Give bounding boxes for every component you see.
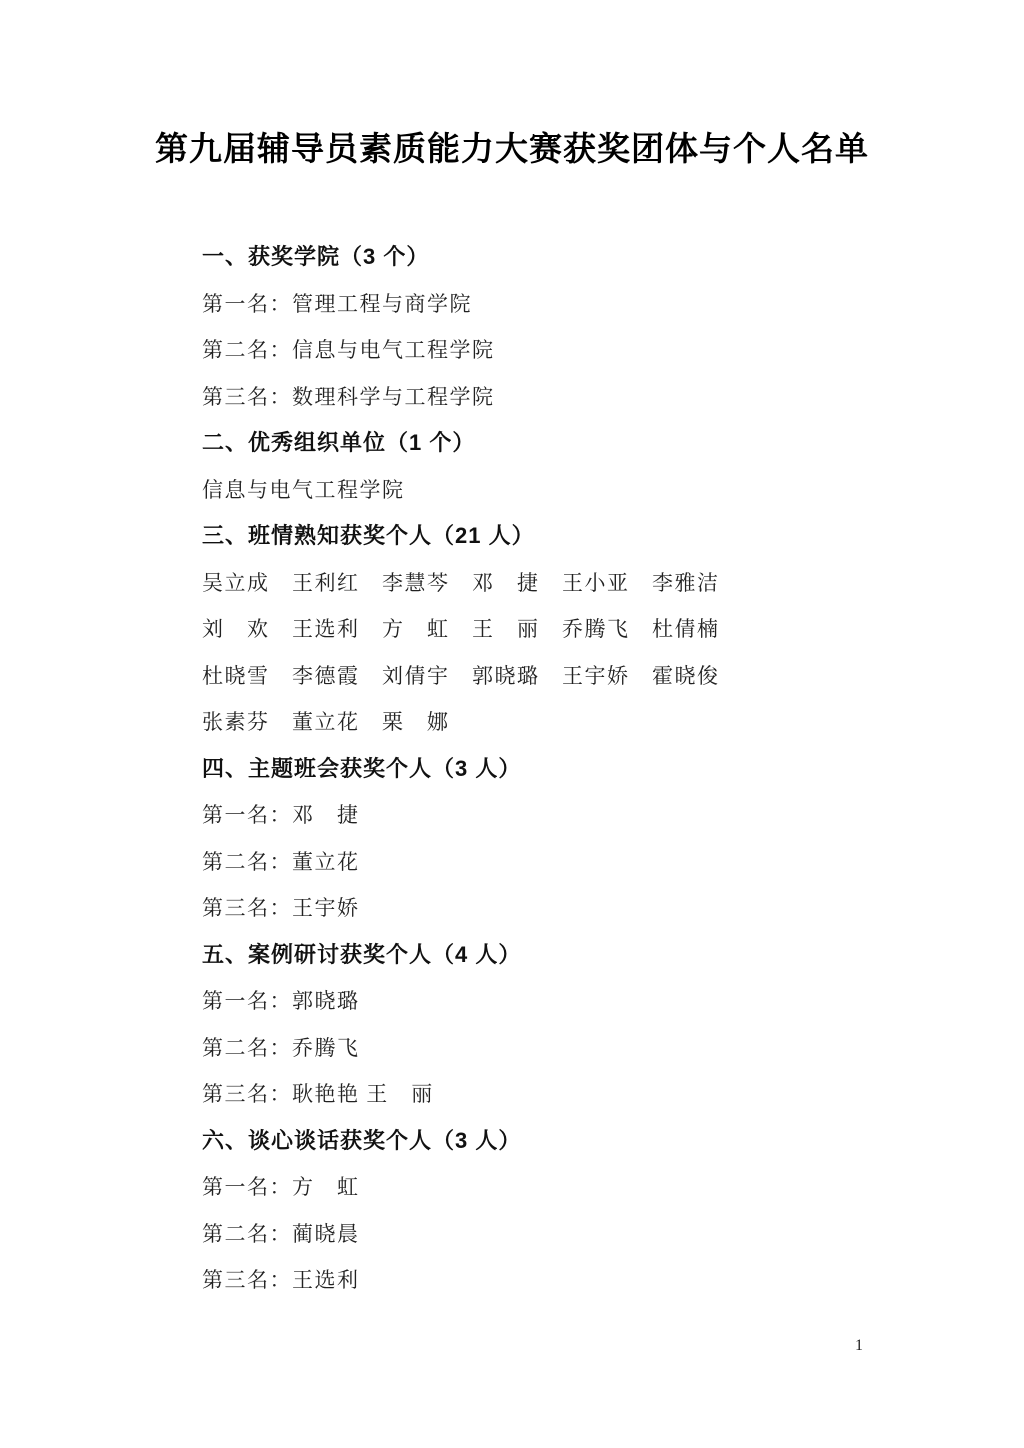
section-line: 第二名：信息与电气工程学院 xyxy=(202,338,495,362)
section-line: 第三名：耿艳艳 王 丽 xyxy=(202,1082,434,1106)
award-section xyxy=(202,746,904,932)
section-line: 第一名：郭晓璐 xyxy=(202,989,360,1013)
section-line: 第一名：管理工程与商学院 xyxy=(202,291,472,316)
section-heading: 六、谈心谈话获奖个人（3 人） xyxy=(202,1127,522,1153)
section-line: 第三名：王宇娇 xyxy=(202,896,360,920)
section-line: 第一名：方 虹 xyxy=(202,1175,360,1199)
award-section xyxy=(202,932,904,1118)
section-heading: 四、主题班会获奖个人（3 人） xyxy=(202,755,522,781)
section-heading: 一、获奖学院（3 个） xyxy=(202,244,430,269)
section-line: 杜晓雪 李德霞 刘倩宇 郭晓璐 王宇娇 霍晓俊 xyxy=(202,663,720,688)
section-line: 第二名：蔺晓晨 xyxy=(202,1221,360,1246)
section-line: 第二名：董立花 xyxy=(202,849,360,874)
section-line: 第一名：邓 捷 xyxy=(202,803,360,827)
section-line: 信息与电气工程学院 xyxy=(202,477,405,502)
section-line: 第三名：王选利 xyxy=(202,1268,360,1292)
document-body xyxy=(202,234,904,1304)
page-title: 第九届辅导员素质能力大赛获奖团体与个人名单 xyxy=(155,132,869,168)
section-line: 第二名：乔腾飞 xyxy=(202,1035,360,1060)
award-section xyxy=(202,1118,904,1304)
section-heading: 二、优秀组织单位（1 个） xyxy=(202,430,476,455)
award-section xyxy=(202,234,904,420)
award-section xyxy=(202,420,904,513)
page-number: 1 xyxy=(855,1337,863,1354)
section-line: 第三名：数理科学与工程学院 xyxy=(202,384,495,409)
section-heading: 五、案例研讨获奖个人（4 人） xyxy=(202,941,522,967)
section-heading: 三、班情熟知获奖个人（21 人） xyxy=(202,523,535,548)
award-section xyxy=(202,513,904,746)
section-line: 刘 欢 王选利 方 虹 王 丽 乔腾飞 杜倩楠 xyxy=(202,617,720,641)
section-line: 吴立成 王利红 李慧芩 邓 捷 王小亚 李雅洁 xyxy=(202,570,720,595)
section-line: 张素芬 董立花 栗 娜 xyxy=(202,710,450,734)
